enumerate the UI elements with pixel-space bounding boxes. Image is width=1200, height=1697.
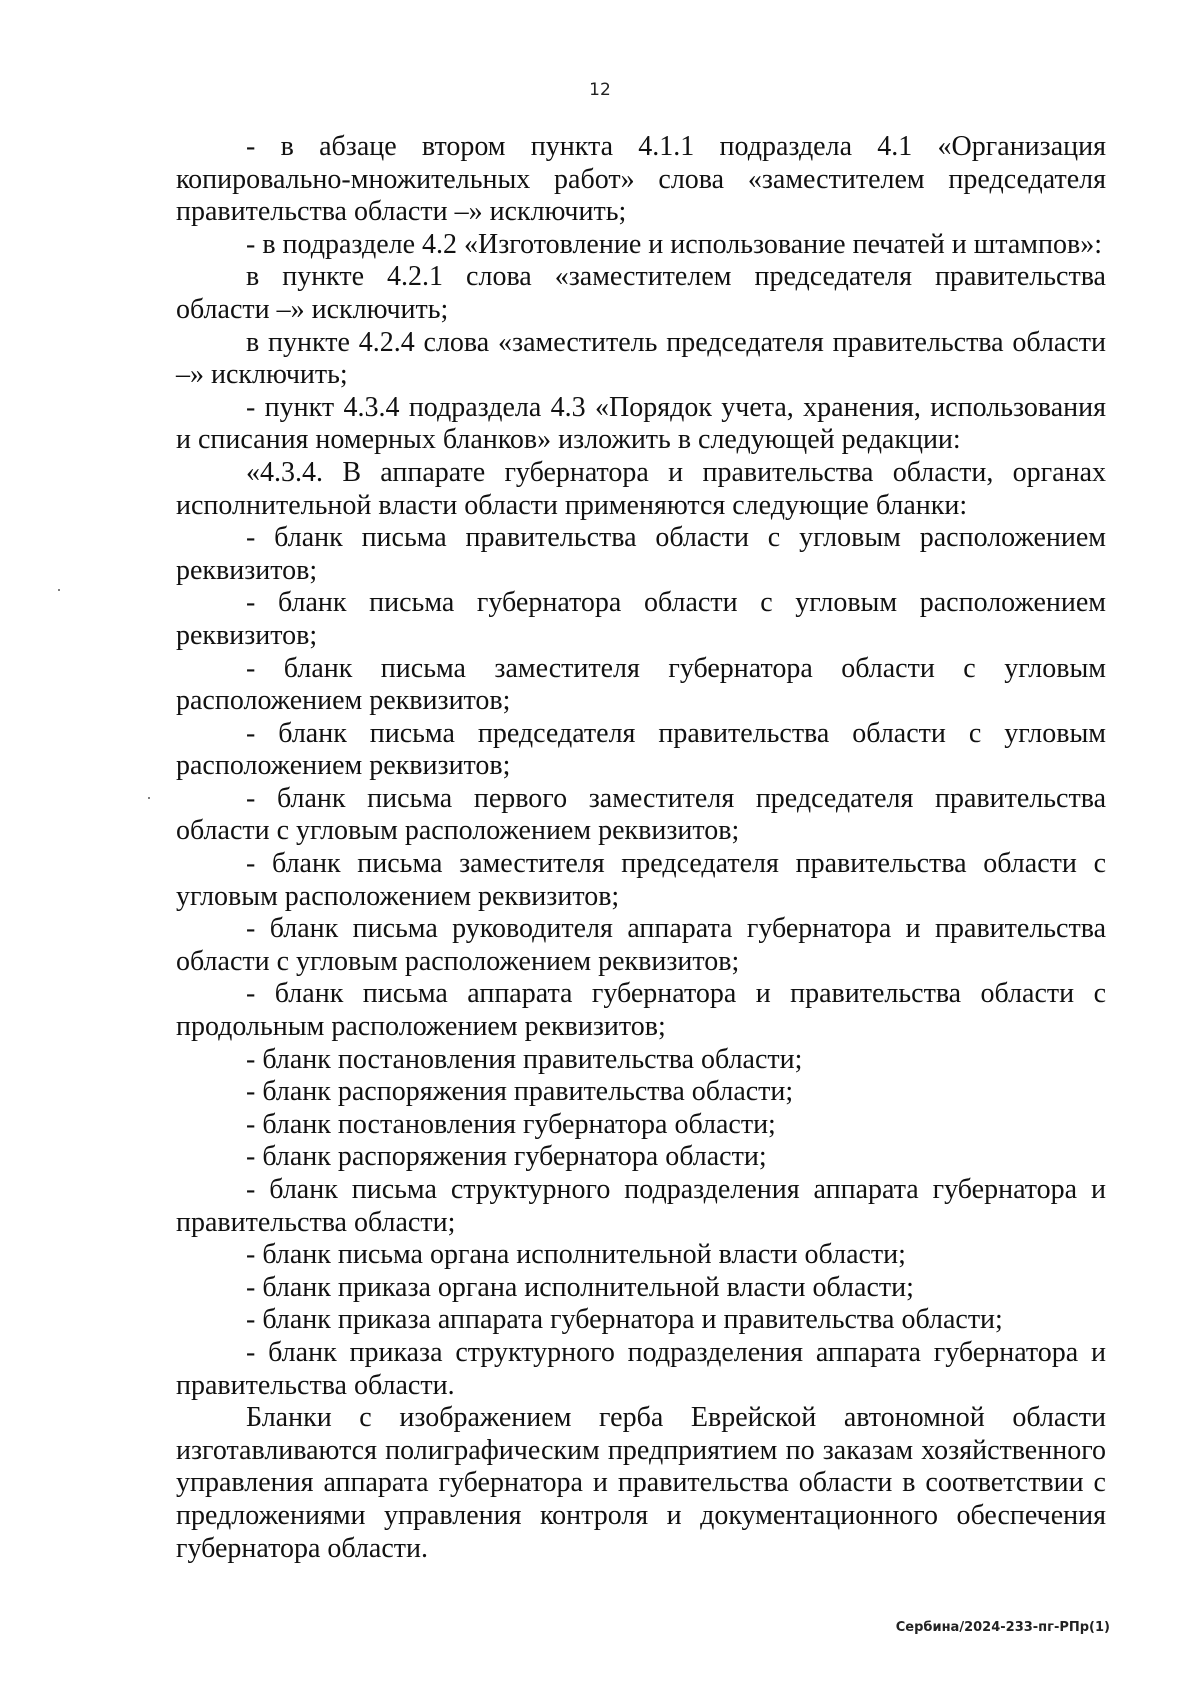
page-number: 12 xyxy=(589,80,611,100)
paragraph-4: в пункте 4.2.4 слова «заместитель председателя правительства области –» исключить; xyxy=(176,326,1106,391)
list-item-blank-14: - бланк письма органа исполнительной власти области; xyxy=(246,1239,906,1271)
list-item-blank-11: - бланк постановления губернатора области; xyxy=(246,1108,776,1140)
list-item-blank-12: - бланк распоряжения губернатора области; xyxy=(246,1141,767,1173)
list-item-blank-5: - бланк письма первого заместителя председателя правительства области с угловым расположением реквизитов; xyxy=(176,782,1106,847)
list-item-blank-7: - бланк письма руководителя аппарата губернатора и правительства области с угловым расположением реквизитов; xyxy=(176,913,1106,977)
list-item-blank-1: - бланк письма правительства области с угловым расположением реквизитов; xyxy=(176,522,1106,586)
paragraph-6: «4.3.4. В аппарате губернатора и правительства области, органах исполнительной власти области применяются следующие бланки: xyxy=(176,456,1106,521)
paragraph-1: - в абзаце втором пункта 4.1.1 подраздела 4.1 «Организация копировально-множительных работ» слова «заместителем председателя правительства области –» исключить; xyxy=(176,131,1106,228)
list-item-blank-6: - бланк письма заместителя председателя правительства области с угловым расположением реквизитов; xyxy=(176,848,1106,912)
list-item-blank-10: - бланк распоряжения правительства области; xyxy=(246,1076,794,1108)
paragraph-5: - пункт 4.3.4 подраздела 4.3 «Порядок учета, хранения, использования и списания номерных бланков» изложить в следующей редакции: xyxy=(176,391,1106,456)
scan-speck xyxy=(58,589,60,591)
list-item-blank-8: - бланк письма аппарата губернатора и правительства области с продольным расположением реквизитов; xyxy=(176,978,1106,1043)
paragraph-2: - в подразделе 4.2 «Изготовление и использование печатей и штампов»: xyxy=(246,228,1102,260)
list-item-blank-15: - бланк приказа органа исполнительной власти области; xyxy=(246,1271,914,1303)
document-body xyxy=(176,131,1106,1565)
paragraph-3: в пункте 4.2.1 слова «заместителем председателя правительства области –» исключить; xyxy=(176,261,1106,325)
list-item-blank-17: - бланк приказа структурного подразделения аппарата губернатора и правительства области. xyxy=(176,1336,1106,1401)
list-item-blank-4: - бланк письма председателя правительства области с угловым расположением реквизитов; xyxy=(176,717,1106,782)
list-item-blank-13: - бланк письма структурного подразделения аппарата губернатора и правительства области; xyxy=(176,1174,1106,1238)
scan-speck xyxy=(148,797,150,799)
closing-paragraph: Бланки с изображением герба Еврейской автономной области изготавливаются полиграфическим предприятием по заказам хозяйственного управления аппарата губернатора и правительства области в соответствии с предложениями управления контроля и документационного обеспечения губернатора области. xyxy=(176,1402,1106,1564)
list-item-blank-9: - бланк постановления правительства области; xyxy=(246,1043,803,1075)
list-item-blank-3: - бланк письма заместителя губернатора области с угловым расположением реквизитов; xyxy=(176,652,1106,717)
list-item-blank-2: - бланк письма губернатора области с угловым расположением реквизитов; xyxy=(176,587,1106,651)
document-footer-code: Сербина/2024-233-пг-РПр(1) xyxy=(895,1620,1110,1635)
list-item-blank-16: - бланк приказа аппарата губернатора и правительства области; xyxy=(246,1304,1003,1336)
